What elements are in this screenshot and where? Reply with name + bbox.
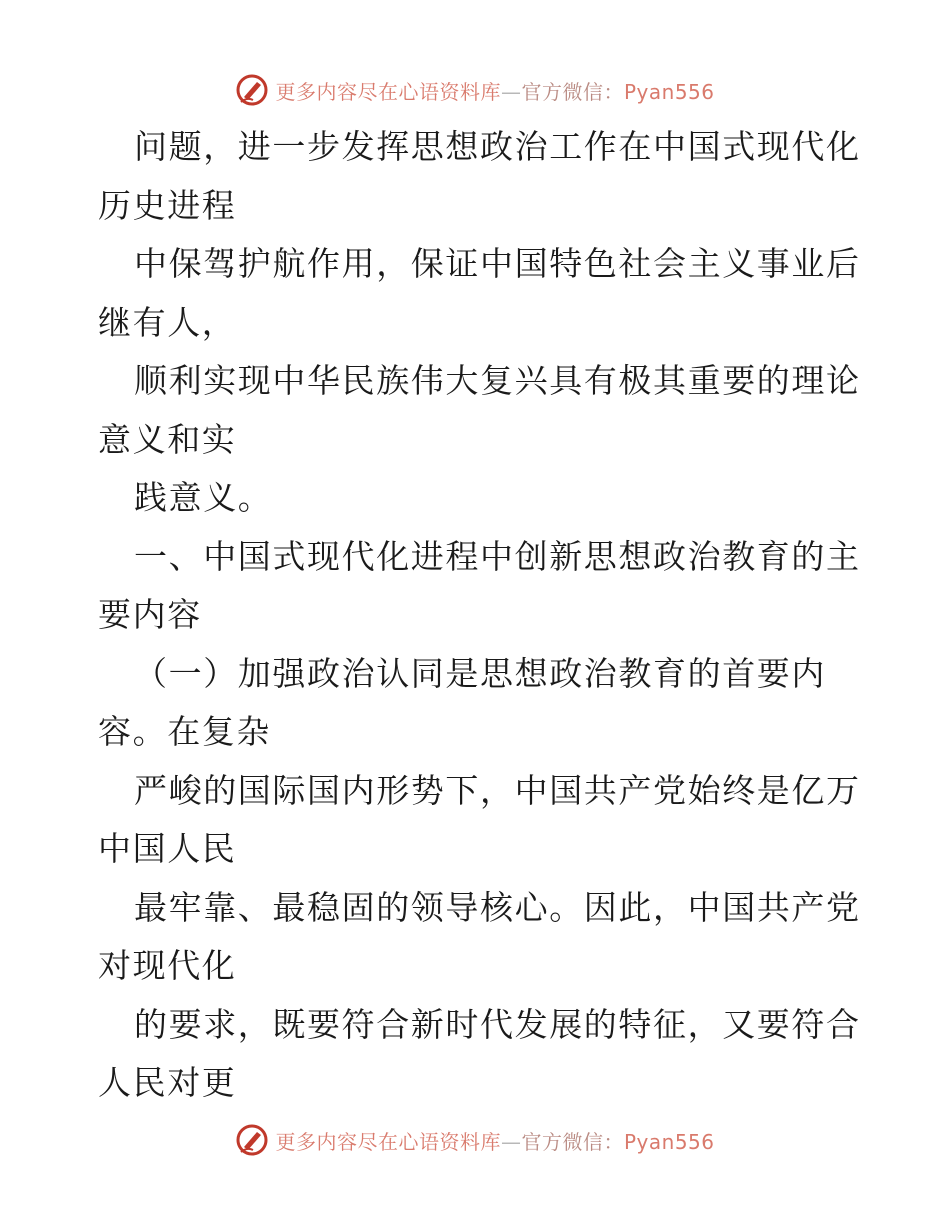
body-line: 继有人， bbox=[98, 302, 237, 342]
body-line: 对现代化 bbox=[98, 946, 237, 985]
body-line: 容。在复杂 bbox=[98, 712, 271, 751]
header-title: 更多内容尽在心语资料库 bbox=[275, 79, 501, 104]
footer-dash: — bbox=[500, 1129, 522, 1154]
header-dash: — bbox=[500, 79, 522, 104]
body-line: 顺利实现中华民族伟大复兴具有极其重要的理论 bbox=[134, 361, 861, 400]
header-banner bbox=[0, 70, 950, 110]
document-body bbox=[98, 118, 861, 1113]
header-wechat-label: 官方微信： bbox=[521, 79, 624, 104]
section-heading-cont: 要内容 bbox=[98, 595, 202, 634]
body-line: 意义和实 bbox=[98, 419, 237, 459]
body-line: 中国人民 bbox=[98, 829, 237, 868]
footer-banner bbox=[0, 1120, 950, 1160]
footer-text bbox=[275, 1126, 714, 1155]
footer-title: 更多内容尽在心语资料库 bbox=[275, 1129, 501, 1154]
body-line: 的要求，既要符合新时代发展的特征，又要符合 bbox=[134, 1004, 861, 1044]
body-line: 践意义。 bbox=[134, 478, 273, 517]
header-wechat-id: Pyan556 bbox=[623, 79, 715, 104]
logo-icon bbox=[235, 1123, 269, 1157]
body-line: 最牢靠、最稳固的领导核心。因此，中国共产党 bbox=[134, 887, 861, 927]
body-line: 严峻的国际国内形势下，中国共产党始终是亿万 bbox=[134, 770, 861, 810]
body-line: 问题，进一步发挥思想政治工作在中国式现代化 bbox=[134, 127, 861, 166]
logo-icon bbox=[235, 73, 269, 107]
body-line: 人民对更 bbox=[98, 1063, 237, 1102]
body-line: 历史进程 bbox=[98, 185, 237, 225]
header-text bbox=[275, 76, 714, 105]
footer-wechat-id: Pyan556 bbox=[623, 1129, 715, 1154]
body-line: （一）加强政治认同是思想政治教育的首要内 bbox=[134, 653, 826, 693]
body-line: 中保驾护航作用，保证中国特色社会主义事业后 bbox=[134, 244, 861, 283]
section-heading: 一、中国式现代化进程中创新思想政治教育的主 bbox=[134, 536, 861, 576]
footer-wechat-label: 官方微信： bbox=[521, 1129, 624, 1154]
